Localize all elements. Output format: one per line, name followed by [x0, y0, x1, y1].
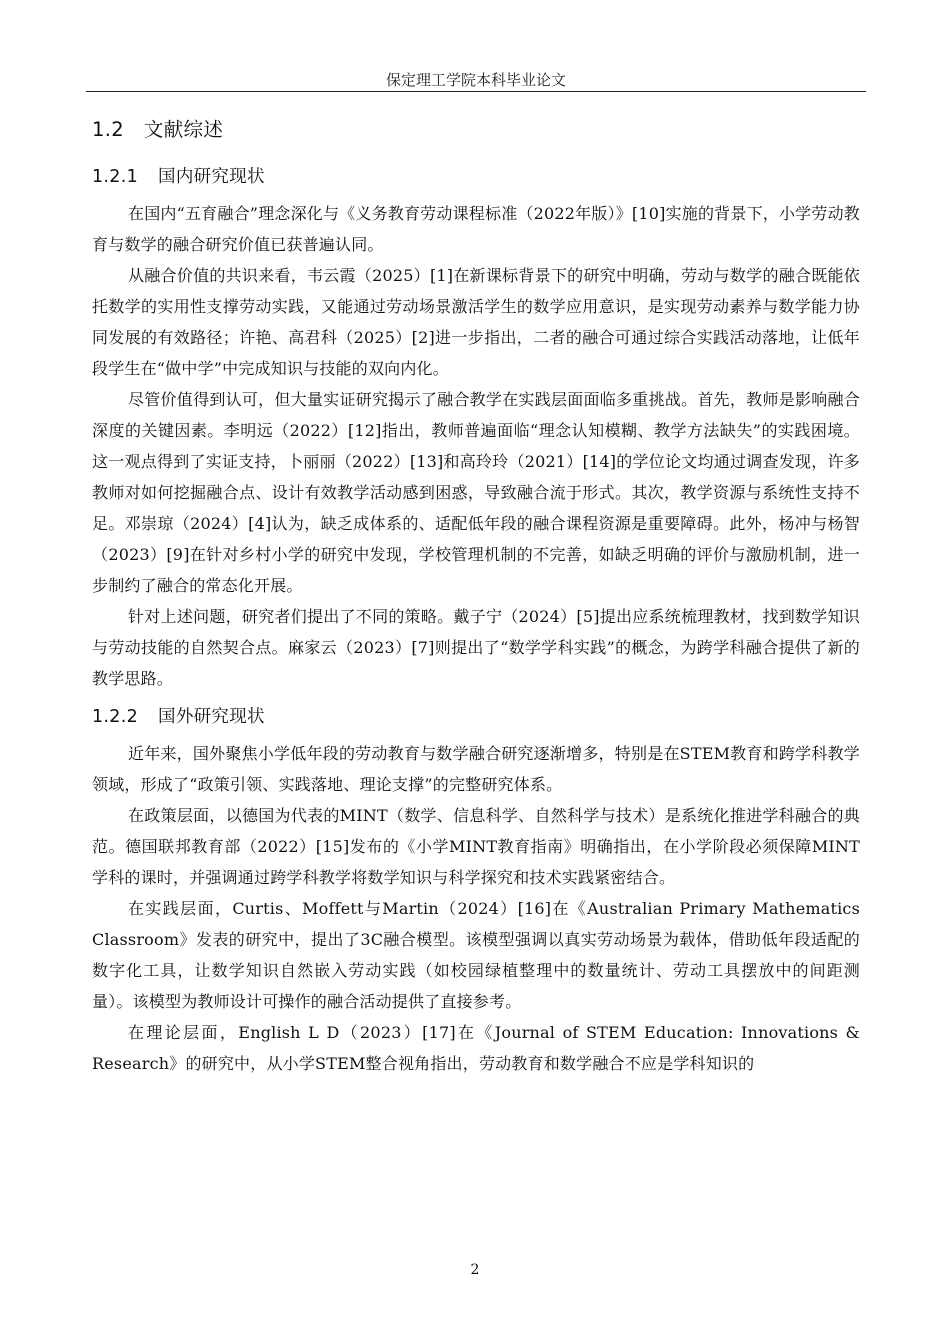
subsection-title: 国外研究现状: [158, 707, 265, 727]
section-number: 1.2: [92, 118, 124, 141]
subsection-number: 1.2.1: [92, 167, 139, 187]
subsection-title: 国内研究现状: [158, 167, 265, 187]
subsection-heading-foreign: [92, 704, 860, 730]
paragraph: 在实践层面，Curtis、Moffett与Martin（2024）[16]在《Australian Primary Mathematics Classroom》发表的研究中，提出了3C融合模型。该模型强调以真实劳动场景为载体，借助低年段适配的数字化工具，让数学知识自然嵌入劳动实践（如校园绿植整理中的数量统计、劳动工具摆放中的间距测量）。该模型为教师设计可操作的融合活动提供了直接参考。: [92, 899, 860, 1011]
page-content: [92, 116, 860, 1079]
section-heading: [92, 116, 860, 144]
header-divider: [86, 91, 866, 92]
paragraph: 在政策层面，以德国为代表的MINT（数学、信息科学、自然科学与技术）是系统化推进学科融合的典范。德国联邦教育部（2022）[15]发布的《小学MINT教育指南》明确指出，在小学阶段必须保障MINT学科的课时，并强调通过跨学科教学将数学知识与科学探究和技术实践紧密结合。: [92, 806, 860, 887]
subsection-heading-domestic: [92, 164, 860, 190]
paragraph: 近年来，国外聚焦小学低年段的劳动教育与数学融合研究逐渐增多，特别是在STEM教育和跨学科教学领域，形成了“政策引领、实践落地、理论支撑”的完整研究体系。: [92, 744, 860, 794]
paragraph: 在国内“五育融合”理念深化与《义务教育劳动课程标准（2022年版）》[10]实施的背景下，小学劳动教育与数学的融合研究价值已获普遍认同。: [92, 204, 860, 254]
paragraph: 尽管价值得到认可，但大量实证研究揭示了融合教学在实践层面面临多重挑战。首先，教师是影响融合深度的关键因素。李明远（2022）[12]指出，教师普遍面临“理念认知模糊、教学方法缺失”的实践困境。这一观点得到了实证支持，卜丽丽（2022）[13]和高玲玲（2021）[14]的学位论文均通过调查发现，许多教师对如何挖掘融合点、设计有效教学活动感到困惑，导致融合流于形式。其次，教学资源与系统性支持不足。邓崇琼（2024）[4]认为，缺乏成体系的、适配低年段的融合课程资源是重要障碍。此外，杨冲与杨智（2023）[9]在针对乡村小学的研究中发现，学校管理机制的不完善，如缺乏明确的评价与激励机制，进一步制约了融合的常态化开展。: [92, 390, 860, 595]
page-header: 保定理工学院本科毕业论文: [385, 71, 566, 89]
paragraph: 在理论层面，English L D（2023）[17]在《Journal of STEM Education: Innovations & Research》的研究中，从小学STEM整合视角指出，劳动教育和数学融合不应是学科知识的: [92, 1023, 860, 1073]
subsection-number: 1.2.2: [92, 707, 139, 727]
paragraph: 从融合价值的共识来看，韦云霞（2025）[1]在新课标背景下的研究中明确，劳动与数学的融合既能依托数学的实用性支撑劳动实践，又能通过劳动场景激活学生的数学应用意识，是实现劳动素养与数学能力协同发展的有效路径；许艳、高君科（2025）[2]进一步指出，二者的融合可通过综合实践活动落地，让低年段学生在“做中学”中完成知识与技能的双向内化。: [92, 266, 860, 378]
page-number: 2: [470, 1262, 480, 1278]
section-title: 文献综述: [143, 118, 224, 141]
paragraph: 针对上述问题，研究者们提出了不同的策略。戴子宁（2024）[5]提出应系统梳理教材，找到数学知识与劳动技能的自然契合点。麻家云（2023）[7]则提出了“数学学科实践”的概念，为跨学科融合提供了新的教学思路。: [92, 607, 860, 688]
